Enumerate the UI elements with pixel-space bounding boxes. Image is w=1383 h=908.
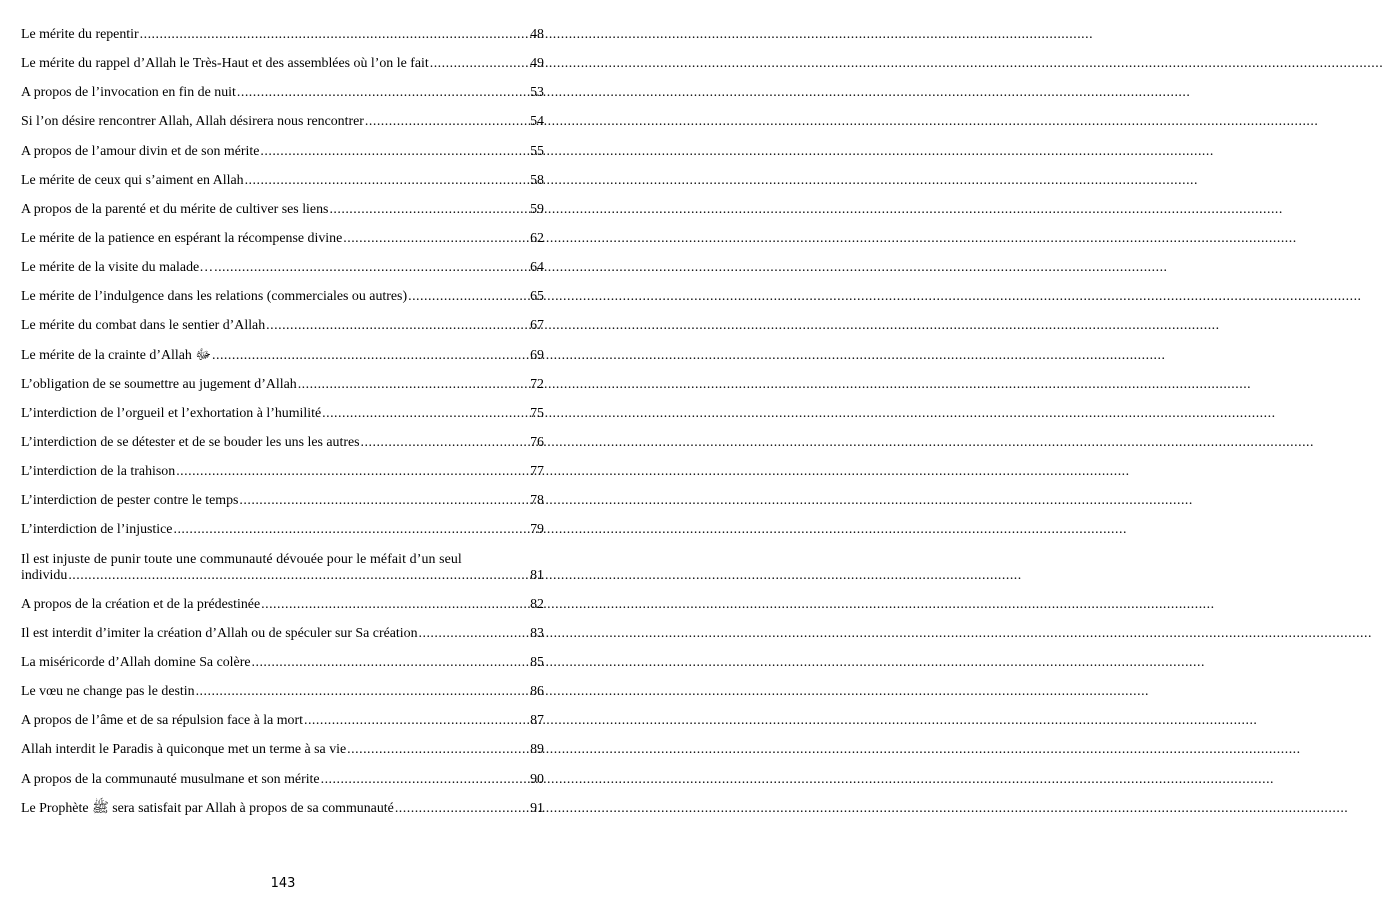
toc-entry-title: La miséricorde d’Allah domine Sa colère xyxy=(21,654,251,670)
toc-entry xyxy=(21,377,544,393)
toc-entry-page: 76 xyxy=(530,434,544,450)
toc-entry xyxy=(21,27,544,43)
dot-leader xyxy=(298,377,529,393)
toc-entry-title: L’obligation de se soumettre au jugement d’Allah xyxy=(21,376,297,392)
dot-leader xyxy=(140,27,529,43)
toc-entry-page: 49 xyxy=(530,56,544,72)
toc-entry-page: 91 xyxy=(530,800,544,816)
toc-entry-page: 69 xyxy=(530,347,544,363)
toc-entry xyxy=(21,655,544,671)
toc-entry-page: 87 xyxy=(530,713,544,729)
toc-entry-title: A propos de la parenté et du mérite de cultiver ses liens xyxy=(21,201,329,217)
dot-leader xyxy=(245,173,530,189)
toc-entry-title: Le mérite de l’indulgence dans les relations (commerciales ou autres) xyxy=(21,289,408,305)
toc-entry-title: individu xyxy=(21,567,68,583)
toc-entry-page: 64 xyxy=(530,260,544,276)
toc-entry-page: 78 xyxy=(530,493,544,509)
toc-entry xyxy=(21,56,544,72)
toc-entry xyxy=(21,114,544,130)
dot-leader xyxy=(239,493,529,509)
toc-entry-title: Le mérite de la crainte d’Allah ﷻ xyxy=(21,347,212,363)
toc-entry-title: L’interdiction de la trahison xyxy=(21,464,176,480)
toc-entry xyxy=(21,597,544,613)
toc-entry xyxy=(21,626,544,642)
toc-entry xyxy=(21,406,544,422)
toc-entry-title: L’interdiction de l’injustice xyxy=(21,522,173,538)
toc-entry xyxy=(21,801,544,817)
toc-entry-page: 65 xyxy=(530,289,544,305)
dot-leader xyxy=(419,626,530,642)
toc-entry xyxy=(21,772,544,788)
dot-leader xyxy=(196,684,530,700)
toc-entry-title: Le mérite du repentir xyxy=(21,27,139,42)
toc-entry xyxy=(21,348,544,364)
toc-entry-page: 83 xyxy=(530,625,544,641)
toc-entry-page: 90 xyxy=(530,771,544,787)
toc-entry-title: A propos de l’âme et de sa répulsion face à la mort xyxy=(21,713,303,729)
dot-leader xyxy=(212,348,529,364)
toc-entry-title: Il est interdit d’imiter la création d’Allah ou de spéculer sur Sa création xyxy=(21,625,418,641)
toc-entry xyxy=(21,202,544,218)
dot-leader xyxy=(237,85,529,101)
toc-entry-title: Si l’on désire rencontrer Allah, Allah désirera nous rencontrer xyxy=(21,114,364,130)
dot-leader xyxy=(329,202,529,218)
toc-entry-page: 77 xyxy=(530,464,544,480)
dot-leader xyxy=(361,435,530,451)
toc-entry xyxy=(21,173,544,189)
toc-entry-page: 72 xyxy=(530,376,544,392)
toc-entry-page: 75 xyxy=(530,405,544,421)
toc-entry xyxy=(21,231,544,247)
toc-entry xyxy=(21,522,544,538)
page-number: 143 xyxy=(270,876,296,891)
dot-leader xyxy=(173,522,529,538)
toc-entry-title-line1: Il est injuste de punir toute une communauté dévouée pour le méfait d’un seul xyxy=(21,551,462,567)
toc-entry-page: 62 xyxy=(530,230,544,246)
toc-entry-page: 79 xyxy=(530,522,544,538)
toc-entry-page: 86 xyxy=(530,684,544,700)
toc-entry xyxy=(21,85,544,101)
toc-entry-page: 54 xyxy=(530,114,544,130)
dot-leader xyxy=(260,144,529,160)
toc-entry-page: 58 xyxy=(530,172,544,188)
toc-entry-page: 85 xyxy=(530,654,544,670)
toc-entry-page: 82 xyxy=(530,596,544,612)
dot-leader xyxy=(322,406,529,422)
toc-entry-title: L’interdiction de l’orgueil et l’exhortation à l’humilité xyxy=(21,405,322,421)
toc-entry-page: 59 xyxy=(530,201,544,217)
toc-entry xyxy=(21,742,544,758)
dot-leader xyxy=(395,801,529,817)
toc-entry-title: Le mérite de la patience en espérant la récompense divine xyxy=(21,230,343,246)
dot-leader xyxy=(408,289,529,305)
toc-entry-page: 48 xyxy=(530,27,544,42)
dot-leader xyxy=(214,260,529,276)
toc-entry-page: 89 xyxy=(530,742,544,758)
dot-leader xyxy=(261,597,529,613)
toc-entry-title: L’interdiction de se détester et de se bouder les uns les autres xyxy=(21,434,360,450)
dot-leader xyxy=(430,56,529,72)
toc-entry xyxy=(21,144,544,160)
toc-entry-title: A propos de la création et de la prédestinée xyxy=(21,596,261,612)
toc-entry xyxy=(21,464,544,480)
dot-leader xyxy=(321,772,530,788)
toc-entry-title: L’interdiction de pester contre le temps xyxy=(21,493,239,509)
toc-entry-title: Le Prophète ﷺ sera satisfait par Allah à propos de sa communauté xyxy=(21,800,394,816)
dot-leader xyxy=(176,464,529,480)
toc-entry-title: Le vœu ne change pas le destin xyxy=(21,684,195,700)
dot-leader xyxy=(266,318,529,334)
toc-entry-title: A propos de l’amour divin et de son mérite xyxy=(21,143,260,159)
toc-entry-title: A propos de l’invocation en fin de nuit xyxy=(21,85,236,101)
toc-entry xyxy=(21,289,544,305)
toc-entry xyxy=(21,552,544,584)
toc-entry-title: A propos de la communauté musulmane et son mérite xyxy=(21,771,320,787)
toc-entry-page: 55 xyxy=(530,143,544,159)
toc-entry-page: 67 xyxy=(530,318,544,334)
toc-entry-title: Allah interdit le Paradis à quiconque met un terme à sa vie xyxy=(21,742,347,758)
toc-entry xyxy=(21,318,544,334)
toc-entry xyxy=(21,493,544,509)
dot-leader xyxy=(68,568,529,584)
dot-leader xyxy=(343,231,529,247)
toc-entry-page: 53 xyxy=(530,85,544,101)
toc-entry xyxy=(21,260,544,276)
toc-entry xyxy=(21,713,544,729)
toc-entry-title: Le mérite du rappel d’Allah le Très-Haut et des assemblées où l’on le fait xyxy=(21,56,429,72)
toc-entry-title: Le mérite de ceux qui s’aiment en Allah xyxy=(21,172,244,188)
toc-entry-page: 81 xyxy=(530,567,544,583)
dot-leader xyxy=(252,655,530,671)
toc-entry xyxy=(21,435,544,451)
toc-entry xyxy=(21,684,544,700)
dot-leader xyxy=(365,114,529,130)
dot-leader xyxy=(347,742,529,758)
dot-leader xyxy=(304,713,529,729)
table-of-contents xyxy=(21,27,544,830)
toc-entry-title: Le mérite de la visite du malade… xyxy=(21,260,214,276)
toc-entry-title: Le mérite du combat dans le sentier d’Allah xyxy=(21,318,266,334)
